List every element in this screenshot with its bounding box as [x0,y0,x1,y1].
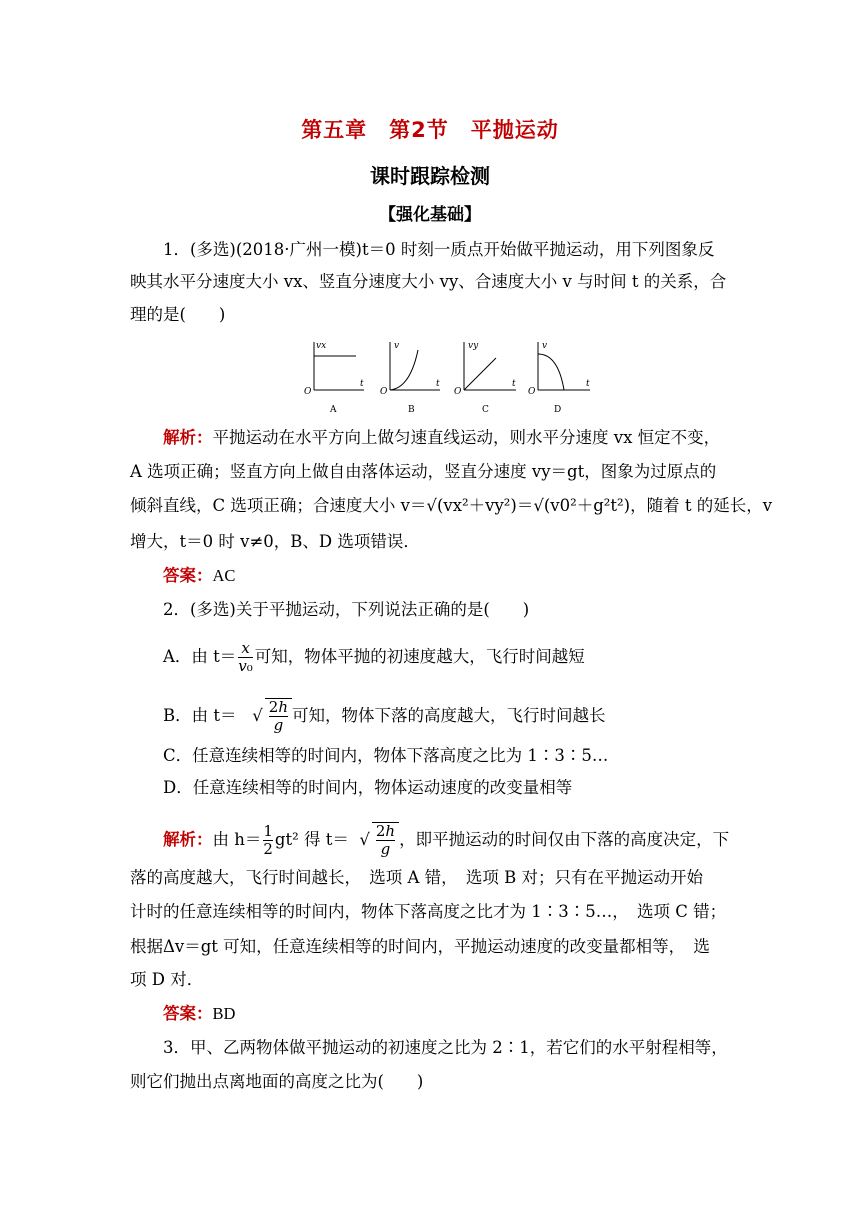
q1-answer-label: 答案： [163,566,213,585]
q2-analysis-line-5: 项 D 对． [130,970,204,989]
q2-analysis-text-c: ，即平抛运动的时间仅由下落的高度决定，下 [399,830,730,849]
q2-answer-label: 答案： [163,1004,213,1023]
q2-analysis-line-3: 计时的任意连续相等的时间内，物体下落高度之比才为 1∶3∶5…， 选项 C 错； [130,902,727,921]
graph-b-axis-label: v [394,341,400,351]
graph-b-label: B [408,405,415,415]
page-title: 第五章 第2节 平抛运动 [301,118,559,142]
svg-text:t: t [512,379,516,389]
q1-analysis-text-1: 平抛运动在水平方向上做匀速直线运动，则水平分速度 vx 恒定不变， [212,428,721,447]
q2-stem: 2．(多选)关于平抛运动，下列说法正确的是( ) [163,600,530,619]
sqrt-2h-over-g: $\frac{2h}{g}$ [265,698,292,734]
fraction-one-half: $\frac{1}{2}$ [263,822,273,858]
graph-a-axis-label: vx [316,341,327,351]
q2-option-a [163,640,763,675]
q2-option-b: B．由 t＝ √ $\frac{2h}{g}$ 可知，物体下落的高度越大，飞行时间越长 [163,698,606,734]
svg-text:t: t [436,379,440,389]
svg-text:t: t [586,379,590,389]
graph-d [528,341,590,415]
graph-c-label: C [482,405,489,415]
q2-analysis-line-2: 落的高度越大，飞行时间越长， 选项 A 错， 选项 B 对；只有在平抛运动开始 [130,868,704,887]
q1-answer-line [163,564,763,588]
q2-analysis-text-b: gt² 得 t＝ [274,830,349,849]
q1-stem-line-2: 映其水平分速度大小 vx、竖直分速度大小 vy、合速度大小 v 与时间 t 的关系，合 [130,272,727,291]
svg-text:t: t [360,379,364,389]
graph-a-label: A [330,405,337,415]
q2-option-a-prefix: A．由 t＝ [163,647,237,666]
graph-b [380,341,440,415]
svg-text:O: O [528,387,536,397]
svg-text:O: O [454,387,462,397]
q1-analysis-line-2: A 选项正确；竖直方向上做自由落体运动，竖直分速度 vy＝gt，图象为过原点的 [130,462,717,481]
graph-c [454,341,516,415]
graph-d-axis-label: v [542,341,548,351]
q2-option-d: D．任意连续相等的时间内，物体运动速度的改变量相等 [163,778,573,797]
q2-option-b-text: 可知，物体下落的高度越大，飞行时间越长 [291,706,606,725]
q2-analysis-text-a: 由 h＝ [212,830,262,849]
q2-answer-line [163,1002,763,1026]
q2-answer: BD [212,1004,236,1023]
graph-a [304,341,364,415]
q2-analysis-label: 解析： [163,830,213,849]
q1-analysis-line-1 [163,426,763,450]
q2-option-b-prefix: B．由 t＝ [163,706,237,725]
q1-analysis-line-3: 倾斜直线，C 选项正确；合速度大小 v＝√(vx²＋vy²)＝√(v0²＋g²t²)，随着 t 的延长，v [130,496,773,515]
q1-stem-line-3: 理的是( ) [130,305,226,324]
graph-d-label: D [554,405,562,415]
q3-stem-line-1: 3．甲、乙两物体做平抛运动的初速度之比为 2∶1，若它们的水平射程相等， [163,1038,728,1057]
page-subtitle: 课时跟踪检测 [370,164,490,188]
sqrt-2h-over-g-2: $\frac{2h}{g}$ [372,822,399,858]
q1-answer: AC [212,566,236,585]
q1-analysis-line-4: 增大，t＝0 时 v≠0，B、D 选项错误． [130,532,420,551]
q3-stem-line-2: 则它们抛出点离地面的高度之比为( ) [130,1072,424,1091]
fraction-x-over-v0: $\frac{x}{\text{v₀}}$ [238,639,253,675]
svg-text:O: O [380,387,388,397]
section-heading: 【强化基础】 [379,205,481,225]
q2-analysis-line-1: 解析：由 h＝ $\frac{1}{2}$ gt² 得 t＝ √ $\frac{2h}{g}$ ，即平抛运动的时间仅由下落的高度决定，下 [163,822,730,858]
q1-analysis-label: 解析： [163,428,213,447]
q1-graphs-figure [300,338,600,418]
q2-option-a-text: 可知，物体平抛的初速度越大，飞行时间越短 [254,647,585,666]
svg-text:O: O [304,387,312,397]
q1-stem-line-1: 1．(多选)(2018·广州一模)t＝0 时刻一质点开始做平抛运动，用下列图象反 [163,240,715,259]
q2-option-c: C．任意连续相等的时间内，物体下落高度之比为 1∶3∶5… [163,746,609,765]
q2-analysis-line-4: 根据Δv＝gt 可知，任意连续相等的时间内，平抛运动速度的改变量都相等， 选 [130,937,710,956]
graph-c-axis-label: vy [468,341,479,351]
